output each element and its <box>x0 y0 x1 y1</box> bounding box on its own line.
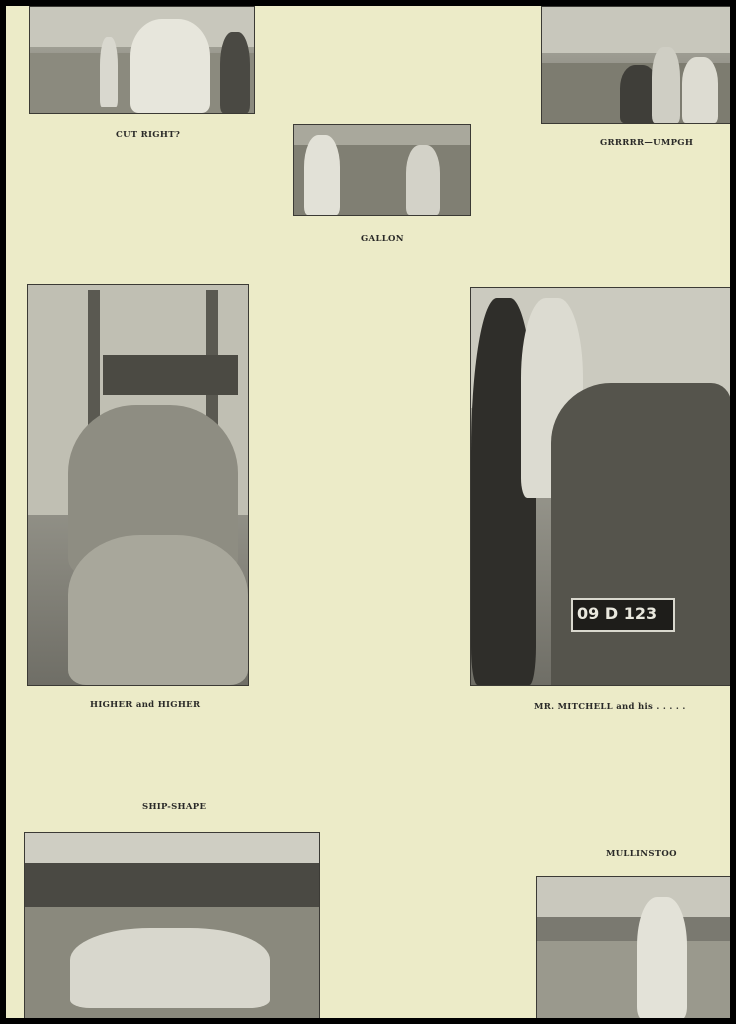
photo-mullinstoo <box>536 876 730 1018</box>
caption-cut-right: CUT RIGHT? <box>116 130 181 140</box>
caption-ship-shape: SHIP-SHAPE <box>142 802 207 812</box>
caption-mr-mitchell: MR. MITCHELL and his . . . . . <box>534 702 686 712</box>
photo-mr-mitchell <box>470 287 730 686</box>
caption-mullinstoo: MULLINSTOO <box>606 849 677 859</box>
photo-cut-right <box>29 6 255 114</box>
photo-higher-and-higher <box>27 284 249 686</box>
yearbook-page <box>6 6 730 1018</box>
photo-grrrrr-umpgh <box>541 6 730 124</box>
photo-ship-shape <box>24 832 320 1018</box>
caption-gallon: GALLON <box>361 234 404 244</box>
caption-higher-and-higher: HIGHER and HIGHER <box>90 700 201 710</box>
license-plate-text: 09 D 123 <box>577 604 658 623</box>
caption-grrrrr-umpgh: GRRRRR—UMPGH <box>600 138 694 148</box>
photo-gallon <box>293 124 471 216</box>
